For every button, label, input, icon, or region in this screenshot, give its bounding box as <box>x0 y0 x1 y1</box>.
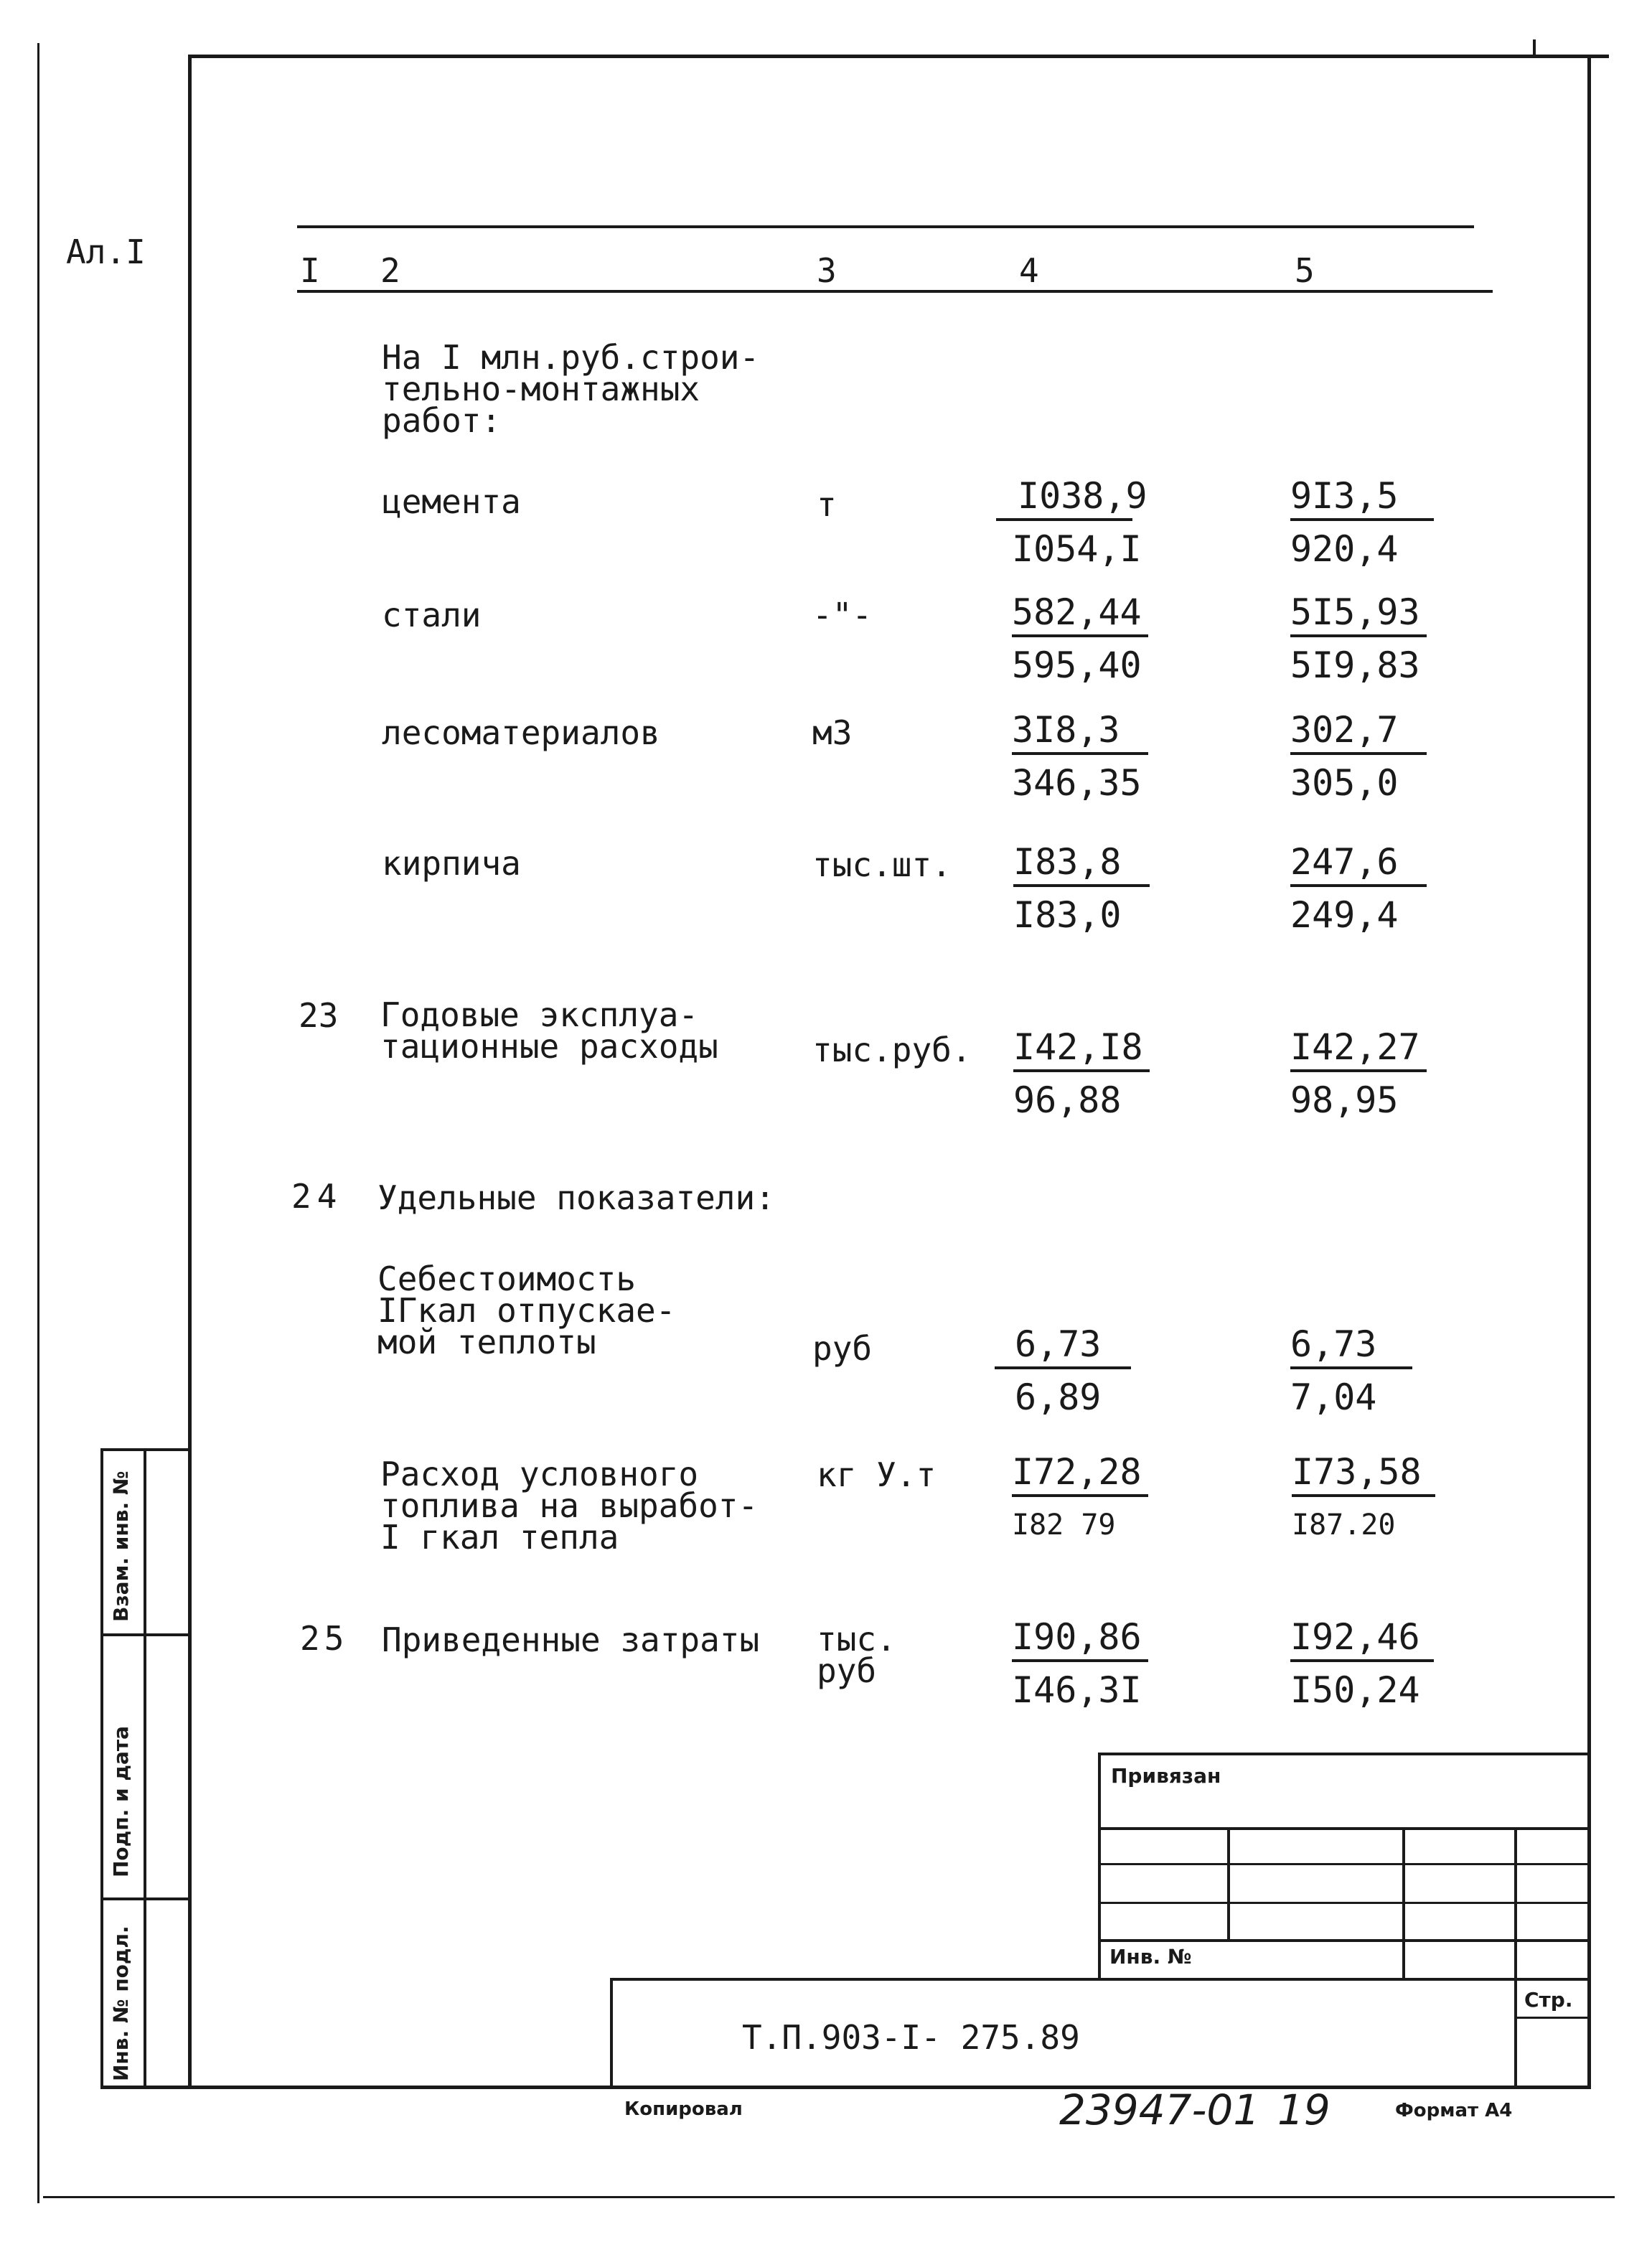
frame-top <box>188 55 1609 58</box>
fuel-col4: I72,28 I82 79 <box>1012 1454 1148 1543</box>
stamp-privyazan: Привязан <box>1111 1764 1221 1788</box>
row-timber-col5: $\frac{302,7}{305,0}$ <box>1290 712 1427 801</box>
row-steel-col5: $\frac{5I5,93}{5I9,83}$ <box>1290 594 1427 683</box>
fuel-name: Расход условного топлива на выработ- I гкал тепла <box>380 1455 759 1557</box>
stamp-v1 <box>1227 1827 1230 1939</box>
intro-text: На I млн.руб.строи- тельно-монтажных работ: <box>382 338 760 440</box>
row-brick-name: кирпича <box>382 844 521 883</box>
row-steel-col4: $\frac{582,44}{595,40}$ <box>1012 594 1148 683</box>
cost-col4: $\frac{6,73}{6,89}$ <box>995 1326 1131 1415</box>
row-cement-unit: т <box>817 485 837 524</box>
row-cement-col5: $\frac{9I3,5}{920,4}$ <box>1290 478 1434 567</box>
frame-right <box>1587 55 1591 2086</box>
side-box-div1 <box>100 1633 191 1636</box>
stamp-top <box>1098 1753 1590 1755</box>
stamp-code: Т.П.903-I- 275.89 <box>742 2018 1080 2057</box>
footer-format: Формат А4 <box>1395 2100 1513 2121</box>
item25-col4: $\frac{I90,86}{I46,3I}$ <box>1012 1619 1148 1708</box>
column-2: 2 <box>380 251 400 290</box>
stamp-left <box>1098 1753 1101 1979</box>
stamp-str: Стр. <box>1524 1988 1573 2012</box>
item23-col4: $\frac{I42,I8}{96,88}$ <box>1013 1029 1150 1118</box>
frame-left <box>188 55 192 2086</box>
side-podp-label: Подп. и дата <box>109 1725 133 1877</box>
stamp-main-top <box>610 1978 1590 1981</box>
item25-unit: тыс. руб <box>817 1620 896 1690</box>
side-box-top <box>100 1448 191 1451</box>
row-brick-unit: тыс.шт. <box>812 845 952 884</box>
frame-bottom <box>100 2086 1591 2089</box>
side-inv-podl-label: Инв. № подл. <box>109 1925 133 2081</box>
row-steel-name: стали <box>382 596 482 634</box>
fuel-col5: I73,58 I87.20 <box>1292 1454 1435 1543</box>
item23-col5: $\frac{I42,27}{98,95}$ <box>1290 1029 1427 1118</box>
item25-col5: $\frac{I92,46}{I50,24}$ <box>1290 1619 1434 1708</box>
side-box-mid <box>144 1448 146 2088</box>
item25-name: Приведенные затраты <box>382 1620 760 1659</box>
row-timber-name: лесоматериалов <box>382 713 660 752</box>
stamp-str-line <box>1514 2017 1590 2019</box>
header-bottom-line <box>297 290 1493 293</box>
column-4: 4 <box>1019 251 1039 290</box>
cost-unit: руб <box>812 1329 873 1368</box>
item23-unit: тыс.руб. <box>812 1031 972 1069</box>
row-timber-col4: $\frac{3I8,3}{346,35}$ <box>1012 712 1148 801</box>
row-brick-col4: $\frac{I83,8}{I83,0}$ <box>1013 844 1150 933</box>
footer-number: 23947-01 <box>1059 2086 1260 2134</box>
column-1: I <box>300 251 320 290</box>
page-bottom-line <box>43 2196 1615 2198</box>
item25-number: 25 <box>300 1619 349 1658</box>
item24-number: 24 <box>291 1177 343 1216</box>
stamp-v3 <box>1514 1827 1517 2088</box>
row-brick-col5: $\frac{247,6}{249,4}$ <box>1290 844 1427 933</box>
stamp-inv-no: Инв. № <box>1109 1945 1192 1969</box>
fuel-unit: кг У.т <box>817 1455 937 1494</box>
top-corner-tick <box>1533 39 1536 57</box>
column-3: 3 <box>817 251 837 290</box>
cost-name: Себестоимость IГкал отпускае- мой теплоты <box>377 1259 676 1361</box>
stamp-v2 <box>1402 1827 1405 1979</box>
row-cement-name: цемента <box>382 482 521 521</box>
column-5: 5 <box>1295 251 1315 290</box>
margin-left-line <box>37 43 39 2203</box>
sheet-label: Ал.I <box>66 233 146 271</box>
footer-page: 19 <box>1277 2086 1330 2134</box>
row-timber-unit: м3 <box>812 713 853 752</box>
footer-kopiroval: Копировал <box>624 2098 743 2120</box>
row-steel-unit: -"- <box>812 596 873 634</box>
side-vzam-label: Взам. инв. № <box>109 1470 133 1622</box>
item23-name: Годовые эксплуа- тационные расходы <box>380 995 718 1066</box>
stamp-main-left <box>610 1978 613 2087</box>
item24-name: Удельные показатели: <box>377 1178 775 1217</box>
cost-col5: $\frac{6,73}{7,04}$ <box>1290 1326 1412 1415</box>
header-top-line <box>297 225 1474 228</box>
item23-number: 23 <box>299 996 339 1035</box>
side-box-div2 <box>100 1897 191 1900</box>
side-box-left <box>100 1448 103 2088</box>
row-cement-col4: $\frac{I038,9}{I054,I}$ <box>996 478 1132 567</box>
